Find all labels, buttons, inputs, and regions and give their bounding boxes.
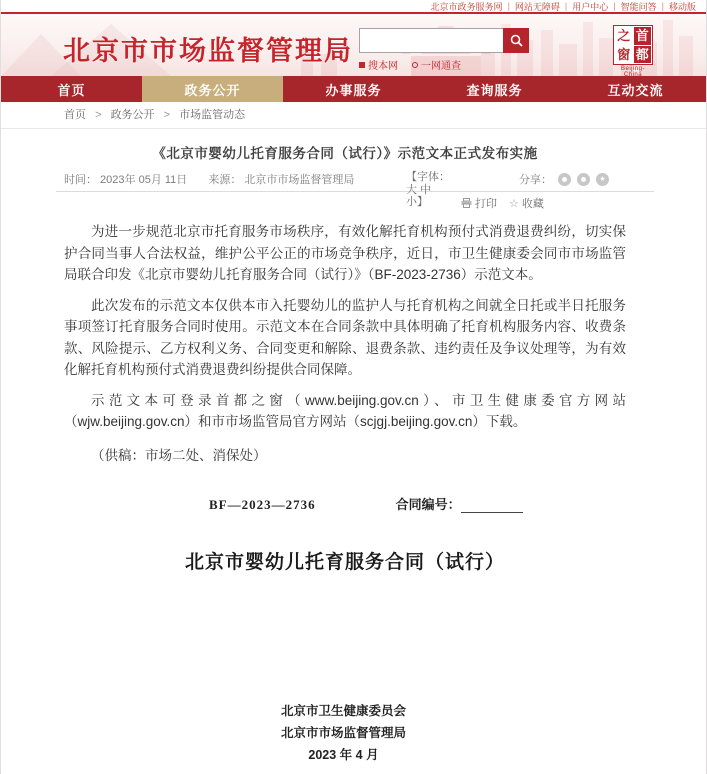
breadcrumb — [1, 102, 706, 129]
breadcrumb-home[interactable]: 首页 — [64, 109, 86, 121]
favorite-button[interactable] — [509, 195, 544, 211]
favorite-label: 收藏 — [521, 198, 544, 210]
nav-tab-services[interactable]: 办事服务 — [325, 82, 382, 98]
paragraph: 此次发布的示范文本仅供本市入托婴幼儿的监护人与托育机构之间就全日托或半日托服务事项签订托育服务合同时使用。示范文本在合同条款中具体明确了托育机构服务内容、收费条款、风险提示、乙方权利义务、合同变更和解除、退费条款、违约责任及争议处理等，为有效化解托育机构预付式消费退费纠纷提供合同保障。 — [64, 297, 626, 377]
radio-unselected-icon — [412, 62, 418, 68]
top-link-user-center[interactable]: 用户中心 — [572, 1, 609, 12]
signer-org-1: 北京市卫生健康委员会 — [280, 704, 406, 718]
font-size-large-button[interactable]: 大 — [406, 183, 417, 196]
seal-grid — [613, 25, 653, 65]
contract-signature-block — [1, 700, 686, 766]
font-size-label: 【字体： — [406, 171, 450, 183]
search-scope-this-site[interactable] — [359, 57, 398, 72]
contract-code: BF—2023—2736 — [209, 497, 316, 512]
search-scope-this-site-label: 搜本网 — [368, 61, 398, 72]
meta-divider-line — [56, 191, 654, 192]
share-label: 分享： — [519, 174, 552, 186]
paragraph: 为进一步规范北京市托育服务市场秩序，有效化解托育机构预付式消费退费纠纷，切实保护合同当事人合法权益，维护公平公正的市场竞争秩序，近日，市卫生健康委会同市市场监管局联合印发《北京市婴幼儿托育服务合同（试行）》（BF-2023-2736）示范文本。 — [64, 224, 626, 282]
search-button[interactable] — [503, 28, 529, 53]
search-icon — [510, 34, 523, 47]
breadcrumb-separator: > — [95, 109, 102, 121]
search-scope-options — [359, 57, 529, 72]
divider: | — [507, 1, 510, 11]
divider: | — [613, 1, 616, 11]
contract-title: 北京市婴幼儿托育服务合同（试行） — [184, 552, 505, 573]
top-link-mobile[interactable]: 移动版 — [668, 1, 696, 12]
nav-tab-gov-disclosure[interactable]: 政务公开 — [142, 76, 283, 102]
breadcrumb-current: 市场监管动态 — [179, 109, 246, 121]
site-header — [1, 14, 706, 76]
seal-char: 窗 — [615, 46, 633, 64]
share-star-glyph: ★ — [599, 175, 606, 183]
nav-tab-home[interactable]: 首页 — [57, 82, 86, 98]
nav-tab-query[interactable]: 查询服务 — [466, 82, 523, 98]
seal-caption: Beijing-China — [620, 66, 645, 76]
search-scope-one-net[interactable] — [412, 57, 461, 72]
top-links-bar — [1, 0, 706, 12]
print-favorite-tools — [461, 195, 544, 211]
star-icon: ☆ — [509, 197, 519, 210]
contract-number-label: 合同编号： — [395, 497, 461, 512]
search-scope-one-net-label: 一网通查 — [421, 61, 461, 72]
breadcrumb-separator: > — [163, 109, 171, 121]
main-nav — [1, 76, 706, 102]
font-size-small-button[interactable]: 小 — [406, 196, 417, 208]
share-icon[interactable] — [558, 173, 571, 186]
breadcrumb-gov-disclosure[interactable]: 政务公开 — [110, 109, 155, 121]
publish-time: 时间： 2023年 05月 11日 — [64, 174, 188, 186]
share-icon[interactable] — [596, 173, 609, 186]
top-link-smart-qa[interactable]: 智能问答 — [620, 1, 657, 12]
paragraph: 示范文本可登录首都之窗（www.beijing.gov.cn）、市卫生健康委官方网站（wjw.beijing.gov.cn）和市市场监管局官方网站（scjgj.beijing.gov.cn）下载。 — [64, 392, 626, 429]
signer-org-2: 北京市市场监督管理局 — [280, 726, 406, 740]
print-button[interactable] — [461, 195, 497, 211]
font-size-medium-button[interactable]: 中 — [420, 183, 432, 196]
nav-tab-interaction[interactable]: 互动交流 — [607, 82, 664, 98]
article-body — [64, 221, 626, 466]
site-title-logo[interactable]: 北京市市场监督管理局 — [63, 36, 353, 66]
share-icon[interactable] — [577, 173, 590, 186]
article-title: 《北京市婴幼儿托育服务合同（试行）》示范文本正式发布实施 — [152, 146, 538, 161]
seal-char: 首 — [634, 27, 652, 45]
search-area — [359, 28, 529, 72]
printer-icon — [461, 198, 472, 208]
article-source: 来源： 北京市市场监督管理局 — [208, 174, 355, 186]
seal-char: 之 — [615, 27, 633, 45]
top-link-accessibility[interactable]: 网站无障碍 — [514, 1, 560, 12]
print-label: 打印 — [475, 198, 497, 210]
font-size-widget — [406, 171, 456, 209]
top-link-service-net[interactable]: 北京市政务服务网 — [430, 1, 503, 12]
article-content — [1, 129, 706, 774]
seal-char: 都 — [634, 46, 652, 64]
radio-selected-icon — [359, 62, 365, 68]
article-meta-left — [64, 171, 354, 187]
divider: | — [564, 1, 568, 11]
paragraph-supply-credit: （供稿：市场二处、消保处） — [91, 447, 267, 463]
search-input[interactable] — [359, 28, 503, 53]
divider: | — [661, 1, 664, 11]
contract-number-blank-line — [461, 501, 523, 513]
article-meta-bar — [64, 168, 626, 212]
share-glyph — [562, 177, 567, 182]
font-size-label-close: 】 — [417, 196, 428, 208]
share-tools — [519, 171, 609, 187]
contract-date: 2023 年 4 月 — [308, 748, 379, 762]
capital-window-seal-logo[interactable] — [612, 25, 654, 76]
share-glyph — [581, 177, 586, 182]
contract-code-row — [64, 494, 626, 513]
